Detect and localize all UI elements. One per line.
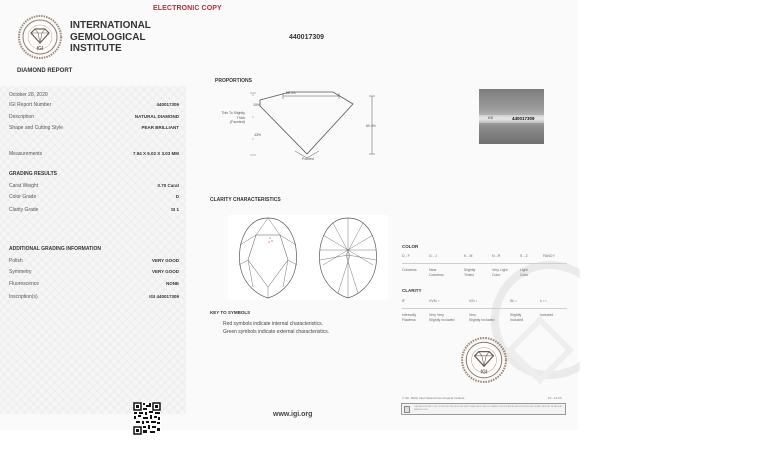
table-percentage: 58.5% — [286, 91, 296, 95]
svg-text:IGI: IGI — [480, 369, 488, 376]
report-number-heading: 440017309 — [289, 34, 325, 41]
report-date: October 28, 2020 — [9, 92, 48, 98]
color-scale-divider — [402, 263, 567, 264]
key-to-symbols-heading: KEY TO SYMBOLS — [210, 310, 251, 315]
shape-row: Shape and Cutting Style PEAR BRILLIANT — [9, 125, 179, 131]
grading-results-heading: GRADING RESULTS — [9, 171, 57, 177]
report-title: DIAMOND REPORT — [17, 68, 73, 74]
fluorescence-row: Fluorescence NONE — [9, 281, 179, 287]
diamond-report-page: ELECTRONIC COPY IGI INTERNATIONAL GEMOLOGICAL INSTITUTE DIAMOND REPORT 440017309 October 28, 2020 IGI Report Number 440017309 Description NATURAL DIAMOND Shape and Cutting Style PEAR BRILLIANT Measurements 7.94 X 5.02 X 3.03 MM GRADING RESULTS Carat Weight 0.70 Carat Color Grade D Clarity Grade SI 1 ADDITIONAL GRADING INFORMATION Polish VERY GOOD Symmetry VERY GOOD Fluorescence NONE Inscription(s) IGI 440017309 PROPORTIONS 58.5% 15% Thin To Slightly Thick (Faceted) 43% 60.4% Pointed IGI 440017309 CLARITY CHARACTERISTICS KEY TO SYMBOLS Red symbols indicate internal characteristics. Green symbols indicate external characteristics. COLOR D - F G - J K - M N - R S - Z FANCY Colorless Near Colorless Slightly Tinted Very Light Color Light Color CLARITY IF VVS¹ ² VS¹ ² SI¹ ² I¹ ² ³ Internally Flawless Very Very Slightly Included Very Slightly Included Slightly Included Included IGI © IGI, 2020, International Gemological Institute 10 - 10.20 THIS ELECTRONIC COPY IS PROTECTED WITH SECURITY FEATURES. THE DOCUMENT IS FOR IDENTIFICATION PURPOSES; VERIFY REPORT DETAILS AT WWW.IGI.ORG www.igi.org — [0, 0, 578, 430]
proportions-diagram — [215, 88, 385, 168]
crown-percentage: 15% — [253, 103, 261, 107]
website-link[interactable]: www.igi.org — [273, 411, 313, 418]
report-number-row: IGI Report Number 440017309 — [9, 102, 179, 108]
key-external-text: Green symbols indicate external characteristics. — [223, 329, 330, 335]
laser-inscription: 440017309 — [512, 116, 535, 121]
security-text: THIS ELECTRONIC COPY IS PROTECTED WITH SECURITY FEATURES. THE DOCUMENT IS FOR IDENTIFICATION PURPOSES; VERIFY REPORT DETAILS AT WWW.IGI.ORG — [414, 406, 562, 411]
igi-laser-mark: IGI — [488, 115, 494, 120]
igi-seal-icon — [18, 15, 62, 59]
girdle-description: Thin To Slightly Thick (Faceted) — [221, 111, 245, 124]
inscription-row: Inscription(s) IGI 440017309 — [9, 294, 179, 300]
key-internal-text: Red symbols indicate internal characteristics. — [223, 321, 324, 327]
lock-icon — [404, 406, 410, 413]
color-grade-row: Color Grade D — [9, 194, 179, 200]
polish-row: Polish VERY GOOD — [9, 258, 179, 264]
clarity-characteristics-heading: CLARITY CHARACTERISTICS — [210, 197, 281, 203]
clarity-plot-diagrams — [228, 215, 388, 300]
document-code: 10 - 10.20 — [548, 396, 562, 400]
culet-description: Pointed — [302, 157, 314, 161]
svg-text:IGI: IGI — [36, 46, 44, 52]
additional-grading-heading: ADDITIONAL GRADING INFORMATION — [9, 246, 102, 252]
clarity-grade-row: Clarity Grade SI 1 — [9, 207, 179, 213]
report-date-row — [9, 92, 179, 98]
copyright-text: © IGI, 2020, International Gemological Institute — [402, 396, 465, 400]
symmetry-row: Symmetry VERY GOOD — [9, 269, 179, 275]
measurements-row: Measurements 7.94 X 5.02 X 3.03 MM — [9, 151, 179, 157]
depth-percentage: 60.4% — [366, 124, 376, 128]
electronic-copy-label: ELECTRONIC COPY — [153, 5, 222, 12]
pavilion-percentage: 43% — [254, 133, 262, 137]
clarity-scale-heading: CLARITY — [402, 288, 422, 293]
igi-seal-bottom-icon — [461, 337, 507, 383]
carat-weight-row: Carat Weight 0.70 Carat — [9, 183, 179, 189]
security-strip — [401, 403, 566, 415]
clarity-scale-divider — [402, 308, 567, 309]
qr-code-icon[interactable] — [133, 402, 161, 435]
proportions-heading: PROPORTIONS — [215, 78, 252, 84]
institute-name: INTERNATIONAL GEMOLOGICAL INSTITUTE — [70, 20, 151, 54]
description-row: Description NATURAL DIAMOND — [9, 114, 179, 120]
color-scale-heading: COLOR — [402, 244, 419, 249]
inscription-photo — [479, 89, 544, 144]
